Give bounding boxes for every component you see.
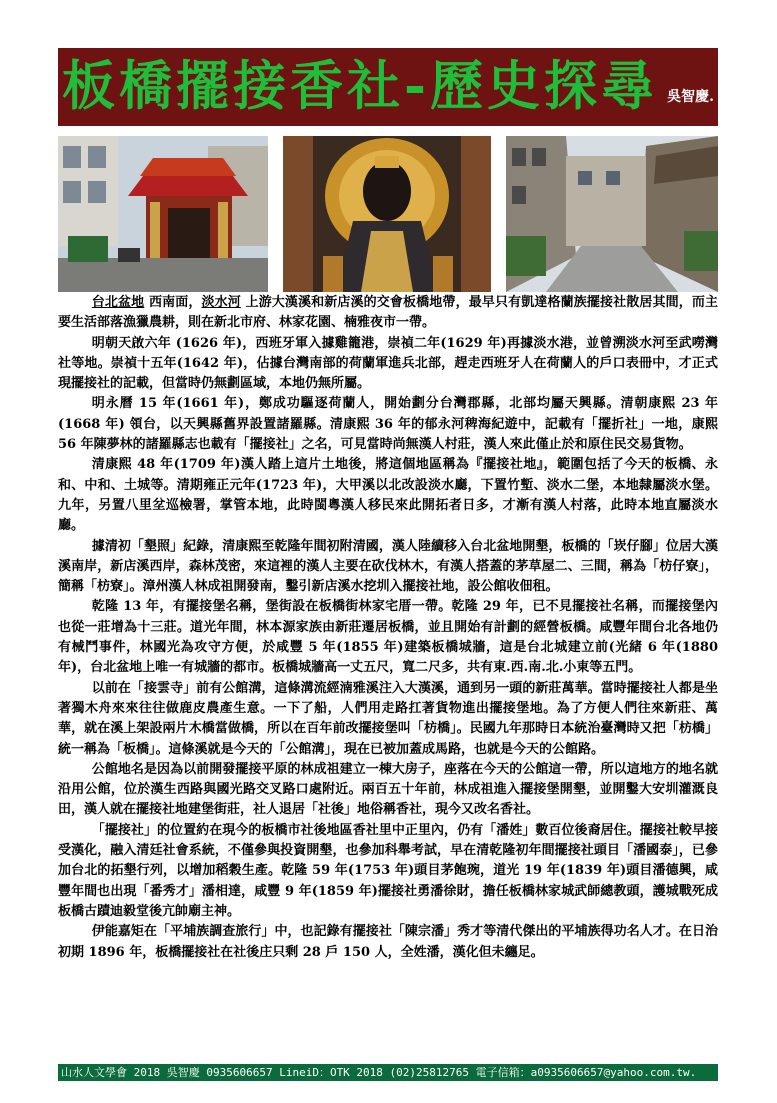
deity-statue-photo (283, 136, 491, 292)
paragraph-9: 「擺接社」的位置約在現今的板橋市社後地區香社里中正里內，仍有「潘姓」數百位後裔居住。擺接社較早接受漢化，融入清廷社會系統，不僅參與投資開墾，也參加科舉考試，早在清乾隆初年間擺接社頭目「潘國泰」，已參加台北的拓墾行列，以增加稻穀生產。乾隆 59 年(1753 年)頭目茅飽琬，道光 19 年(1839 年)頭目潘德興，咸豐年間也出現「番秀才」潘相達，咸豐 9 年(1859 年)擺接社勇潘徐財，擔任板橋林家城武師總教頭，護城戰死成板橋古蹟迪毅堂後亢帥廟主神。 (58, 822, 718, 919)
paragraph-10: 伊能嘉矩在「平埔族調查旅行」中，也記錄有擺接社「陳宗潘」秀才等清代傑出的平埔族得功名人才。在日治初期 1896 年，板橋擺接社在社後庄只剩 28 戶 150 人，全姓潘，漢化但未纏足。 (58, 924, 718, 960)
alley-photo-icon (506, 136, 718, 292)
article-body (58, 293, 718, 963)
paragraph-7: 以前在「接雲寺」前有公館溝，這條溝流經湳雅溪注入大漢溪，通到另一頭的新莊萬華。當時擺接社人都是坐著獨木舟來來往往做鹿皮農產生意。一下了船，人們用走路扛著貨物進出擺接堡地。為了方便人們往來新莊、萬華，就在溪上架設兩片木橋當做橋，所以在百年前改擺接堡叫「枋橋」。民國九年那時日本統治臺灣時又把「枋橋」統一稱為「板橋」。這條溪就是今天的「公館溝」，現在已被加蓋成馬路，也就是今天的公館路。 (58, 680, 718, 757)
title-banner (58, 48, 718, 126)
paragraph-1-part-a: 西南面， (144, 295, 202, 310)
deity-statue-photo-icon (283, 136, 491, 292)
temple-photo-icon (58, 136, 268, 292)
footer-contact-text: 山水人文學會 2018 吳智慶 0935606657 LineiD：OTK 2018 (02)25812765 電子信箱：a0935606657@yahoo.com.tw. (61, 1066, 697, 1079)
alley-photo (506, 136, 718, 292)
paragraph-4: 清康熙 48 年(1709 年)漢人踏上這片土地後，將這個地區稱為『擺接社地』，範圍包括了今天的板橋、永和、中和、土城等。清期雍正元年(1723 年)，大甲溪以北改設淡水廳，下置竹塹、淡水二堡，本地隸屬淡水堡。九年，另置八里坌巡檢署，掌管本地，此時閩粵漢人移民來此開拓者日多，才漸有漢人村落，此時本地直屬淡水廳。 (58, 457, 718, 534)
footer-contact-bar (58, 1064, 718, 1081)
paragraph-1-part-b: 上游大漢溪和新店溪的交會板橋地帶，最早只有凱達格蘭族擺接社散居其間，而主要生活部落漁獵農耕，則在新北市府、林家花園、楠雅夜市一帶。 (58, 295, 718, 331)
paragraph-8: 公館地名是因為以前開發擺接平原的林成祖建立一棟大房子，座落在今天的公館這一帶，所以這地方的地名就沿用公館，位於漢生西路與國光路交叉路口處附近。兩百五十年前，林成祖進入擺接堡開墾，並開鑿大安圳灌溉良田，漢人就在擺接社地建堡街莊，社人退居「社後」地俗稱香社，現今又改名香社。 (58, 761, 718, 818)
temple-photo (58, 136, 268, 292)
page-title: 板橋擺接香社-歷史探尋 (62, 55, 658, 117)
place-taipei-basin: 台北盆地 (91, 295, 145, 310)
paragraph-3: 明永曆 15 年(1661 年)，鄭成功驅逐荷蘭人，開始劃分台灣郡縣，北部均屬天興縣。清朝康熙 23 年(1668 年) 領台，以天興縣舊界設置諸羅縣。清康熙 36 年的郁永河稗海紀遊中，記載有「擺折社」一地，康熙 56 年陳夢林的諸羅縣志也載有「擺接社」之名，可見當時尚無漢人村莊，漢人來此僅止於和原住民交易貨物。 (58, 396, 718, 453)
paragraph-5: 據清初「墾照」紀錄，清康熙至乾隆年間初附清國，漢人陸續移入台北盆地開墾，板橋的「崁仔腳」位居大漢溪南岸，新店溪西岸，森林茂密，來這裡的漢人主要在砍伐林木，有漢人搭蓋的茅草屋二、三間，稱為「枋仔寮」，簡稱「枋寮」。漳州漢人林成祖開發南，鑿引新店溪水挖圳入擺接社地，設公館收佃租。 (58, 538, 718, 595)
paragraph-1 (58, 293, 718, 334)
paragraph-2: 明朝天啟六年 (1626 年)，西班牙軍入據雞籠港，崇禎二年(1629 年)再據淡水港，並曾溯淡水河至武嘮灣社等地。崇禎十五年(1642 年)，佔據台灣南部的荷蘭軍進兵北部，趕走西班牙人在荷蘭人的戶口表冊中，才正式現擺接社的記載，但當時仍無劃區域，本地仍無所屬。 (58, 335, 718, 392)
place-tamsui-river: 淡水河 (201, 295, 241, 310)
paragraph-6: 乾隆 13 年，有擺接堡名稱，堡街設在板橋街林家宅厝一帶。乾隆 29 年，已不見擺接社名稱，而擺接堡內也從一莊增為十三莊。道光年間，林本源家族由新莊遷居板橋，並且開始有計劃的經營板橋。咸豐年間台北各地仍有械鬥事件，林國光為攻守方便，於咸豐 5 年(1855 年)建築板橋城牆，這是台北城建立前(光緒 6 年(1880 年)，台北盆地上唯一有城牆的都市。板橋城牆高一丈五尺，寬二尺多，共有東.西.南.北.小東等五門。 (58, 599, 718, 676)
author-name: 吳智慶. (667, 89, 714, 105)
